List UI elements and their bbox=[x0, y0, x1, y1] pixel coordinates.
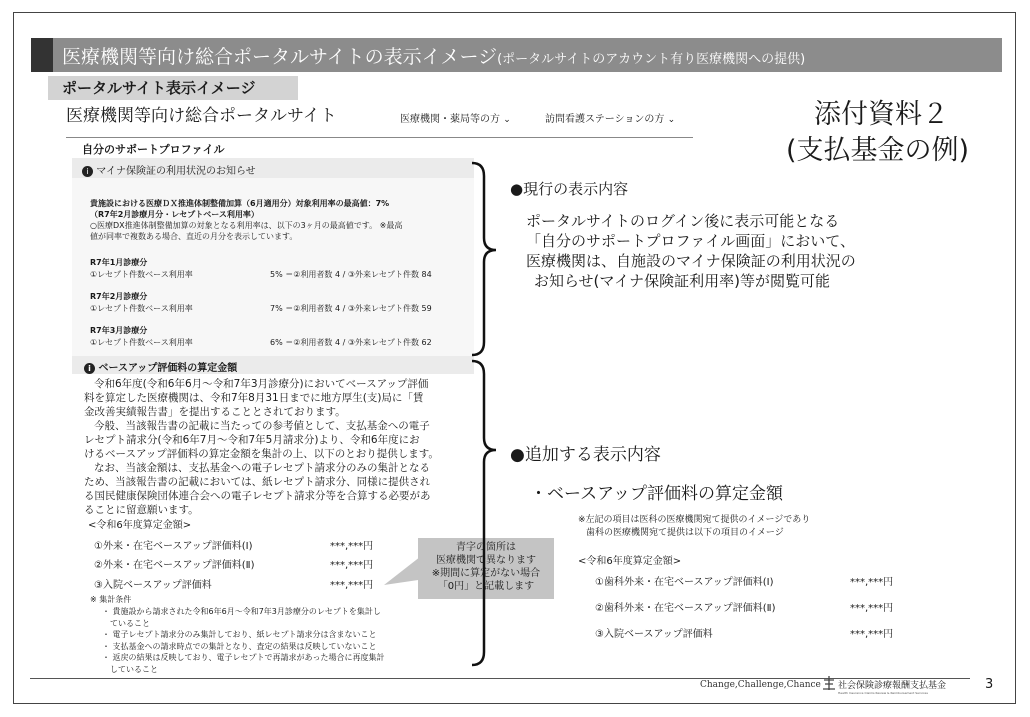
chevron-down-icon: ⌄ bbox=[503, 115, 511, 125]
callout-line: 「0円」と記載します bbox=[437, 581, 535, 592]
portal-divider bbox=[66, 137, 693, 138]
chevron-down-icon: ⌄ bbox=[667, 115, 676, 125]
amount-label: ②外来・在宅ベースアップ評価料(Ⅱ) bbox=[94, 560, 255, 571]
para-line: ため、当該報告書の記載においては、紙レセプト請求分、同様に提供され bbox=[84, 476, 431, 488]
month-label: R7年2月診療分 bbox=[90, 292, 148, 301]
dental-amount-value: ***,***円 bbox=[850, 629, 894, 640]
current-heading: ●現行の表示内容 bbox=[510, 180, 629, 198]
notice1-heading-text: マイナ保険証の利用状況のお知らせ bbox=[96, 166, 256, 177]
month-label: R7年1月診療分 bbox=[90, 258, 148, 267]
para-line: 金改善実績報告書」を提出することとされております。 bbox=[84, 406, 346, 418]
amounts-heading: <令和6年度算定金額> bbox=[88, 520, 192, 531]
condition-item: ていること bbox=[102, 618, 150, 628]
note-line: 歯科の医療機関宛て提供は以下の項目のイメージ bbox=[586, 528, 784, 538]
para-line: 令和6年度(令和6年6月～令和7年3月診療分)においてベースアップ評価 bbox=[94, 378, 429, 390]
rate-label: ①レセプト件数ベース利用率 bbox=[90, 304, 193, 313]
para-line: けるベースアップ評価料の算定金額を集計の上、以下のとおり提供します。 bbox=[84, 448, 439, 460]
attachment-label: 添付資料２ bbox=[814, 99, 949, 130]
info-icon: i bbox=[84, 363, 95, 374]
notice1-desc1: ○医療DX推進体制整備加算の対象となる利用率は、以下の3ヶ月の最高値です。 ※最高 bbox=[90, 221, 403, 230]
current-description bbox=[526, 211, 856, 291]
profile-heading: 自分のサポートプロファイル bbox=[82, 143, 225, 156]
added-item: ・ベースアップ評価料の算定金額 bbox=[530, 484, 783, 504]
amount-value: ***,***円 bbox=[330, 580, 374, 591]
footer-slogan: Change,Challenge,Chance bbox=[700, 680, 821, 690]
rate-value: 6% ＝②利用者数 4 / ③外来レセプト件数 62 bbox=[270, 338, 432, 347]
current-line: 医療機関は、自施設のマイナ保険証の利用状況の bbox=[526, 252, 856, 270]
added-heading: ●追加する表示内容 bbox=[510, 445, 661, 465]
para-line: レセプト請求分(令和6年7月～令和7年5月請求分)より、令和6年度にお bbox=[84, 434, 420, 446]
notice1-desc2: 値が同率で複数ある場合、直近の月分を表示しています。 bbox=[90, 232, 298, 241]
notice2-heading bbox=[84, 359, 237, 374]
nav-medical[interactable] bbox=[400, 110, 511, 125]
nav-medical-label: 医療機関・薬局等の方 bbox=[400, 114, 500, 125]
dental-amount-value: ***,***円 bbox=[850, 603, 894, 614]
slide-title-note: (ポータルサイトのアカウント有り医療機関への提供) bbox=[497, 52, 806, 67]
nav-visiting-nurse[interactable] bbox=[545, 110, 675, 125]
attachment-sub: (支払基金の例) bbox=[786, 135, 970, 166]
current-line: お知らせ(マイナ保険証利用率)等が閲覧可能 bbox=[534, 272, 830, 290]
condition-item: ・ 支払基金への請求時点での集計となり、査定の結果は反映していないこと bbox=[102, 641, 377, 651]
conditions-heading: ※ 集計条件 bbox=[90, 595, 132, 604]
current-line: ポータルサイトのログイン後に表示可能となる bbox=[526, 212, 840, 230]
notice1-heading bbox=[82, 162, 256, 177]
current-line: 「自分のサポートプロファイル画面」において、 bbox=[526, 232, 855, 250]
month-label: R7年3月診療分 bbox=[90, 326, 148, 335]
notice2-heading-text: ベースアップ評価料の算定金額 bbox=[98, 363, 238, 374]
notice1-title: 貴施設における医療ＤＸ推進体制整備加算（6月適用分）対象利用率の最高値：7% bbox=[90, 199, 390, 208]
rate-value: 5% ＝②利用者数 4 / ③外来レセプト件数 84 bbox=[270, 270, 432, 279]
brace-added bbox=[470, 358, 510, 670]
para-line: る国民健康保険団体連合会への電子レセプト請求分等を合算する必要があ bbox=[84, 490, 431, 502]
para-line: 料を算定した医療機関は、令和7年8月31日までに地方厚生(支)局に「賃 bbox=[84, 392, 424, 404]
page-number: 3 bbox=[985, 677, 994, 692]
title-accent bbox=[31, 38, 53, 72]
brace-current bbox=[470, 160, 510, 360]
amount-value: ***,***円 bbox=[330, 541, 374, 552]
note-line: ※左記の項目は医科の医療機関宛て提供のイメージであり bbox=[578, 515, 811, 525]
dental-amount-value: ***,***円 bbox=[850, 577, 894, 588]
section-label: ポータルサイト表示イメージ bbox=[48, 76, 298, 100]
para-line: なお、当該金額は、支払基金への電子レセプト請求分のみの集計となる bbox=[94, 462, 430, 474]
dental-amount-label: ③入院ベースアップ評価料 bbox=[595, 629, 713, 640]
footer-org-sub: Health Insurance Claims Review & Reimbursement Services bbox=[838, 691, 928, 695]
slide-title bbox=[62, 42, 805, 69]
callout-line: 医療機関で異なります bbox=[436, 555, 536, 566]
condition-item: ・ 返戻の結果は反映しており、電子レセプトで再請求があった場合に再度集計 bbox=[102, 653, 385, 662]
para-line: 今般、当該報告書の記載に当たっての参考値として、支払基金への電子 bbox=[94, 420, 430, 432]
callout-line: 青字の箇所は bbox=[456, 542, 516, 553]
info-icon: i bbox=[82, 166, 93, 177]
rate-value: 7% ＝②利用者数 4 / ③外来レセプト件数 59 bbox=[270, 304, 432, 313]
conditions-list bbox=[102, 606, 384, 675]
dental-amount-label: ①歯科外来・在宅ベースアップ評価料(Ⅰ) bbox=[595, 577, 774, 588]
amount-value: ***,***円 bbox=[330, 560, 374, 571]
amount-label: ①外来・在宅ベースアップ評価料(Ⅰ) bbox=[94, 541, 253, 552]
slide-title-main: 医療機関等向け総合ポータルサイトの表示イメージ bbox=[62, 46, 498, 68]
footer-org-name: 社会保険診療報酬支払基金 bbox=[838, 681, 947, 691]
condition-item: ・ 貴施設から請求された令和6年6月～令和7年3月診療分のレセプトを集計し bbox=[102, 607, 381, 616]
condition-item: ・ 電子レセプト請求分のみ集計しており、紙レセプト請求分は含まないこと bbox=[102, 630, 377, 639]
footer-org bbox=[838, 678, 946, 695]
dental-amounts-heading: <令和6年度算定金額> bbox=[578, 556, 682, 567]
notice1-subtitle: （R7年2月診療月分・レセプトベース利用率） bbox=[90, 210, 259, 219]
org-logo-icon bbox=[822, 675, 836, 691]
amount-label: ③入院ベースアップ評価料 bbox=[94, 580, 212, 591]
dental-note bbox=[578, 514, 810, 540]
rate-label: ①レセプト件数ベース利用率 bbox=[90, 270, 193, 279]
callout-line: ※期間に算定がない場合 bbox=[431, 568, 541, 579]
condition-item: していること bbox=[102, 664, 158, 674]
rate-label: ①レセプト件数ベース利用率 bbox=[90, 338, 193, 347]
dental-amount-label: ②歯科外来・在宅ベースアップ評価料(Ⅱ) bbox=[595, 603, 776, 614]
portal-site-name: 医療機関等向け総合ポータルサイト bbox=[66, 106, 337, 126]
para-line: ることに留意願います。 bbox=[84, 504, 199, 516]
nav-visiting-nurse-label: 訪問看護ステーションの方 bbox=[545, 114, 665, 125]
notice2-paragraph bbox=[84, 377, 470, 517]
